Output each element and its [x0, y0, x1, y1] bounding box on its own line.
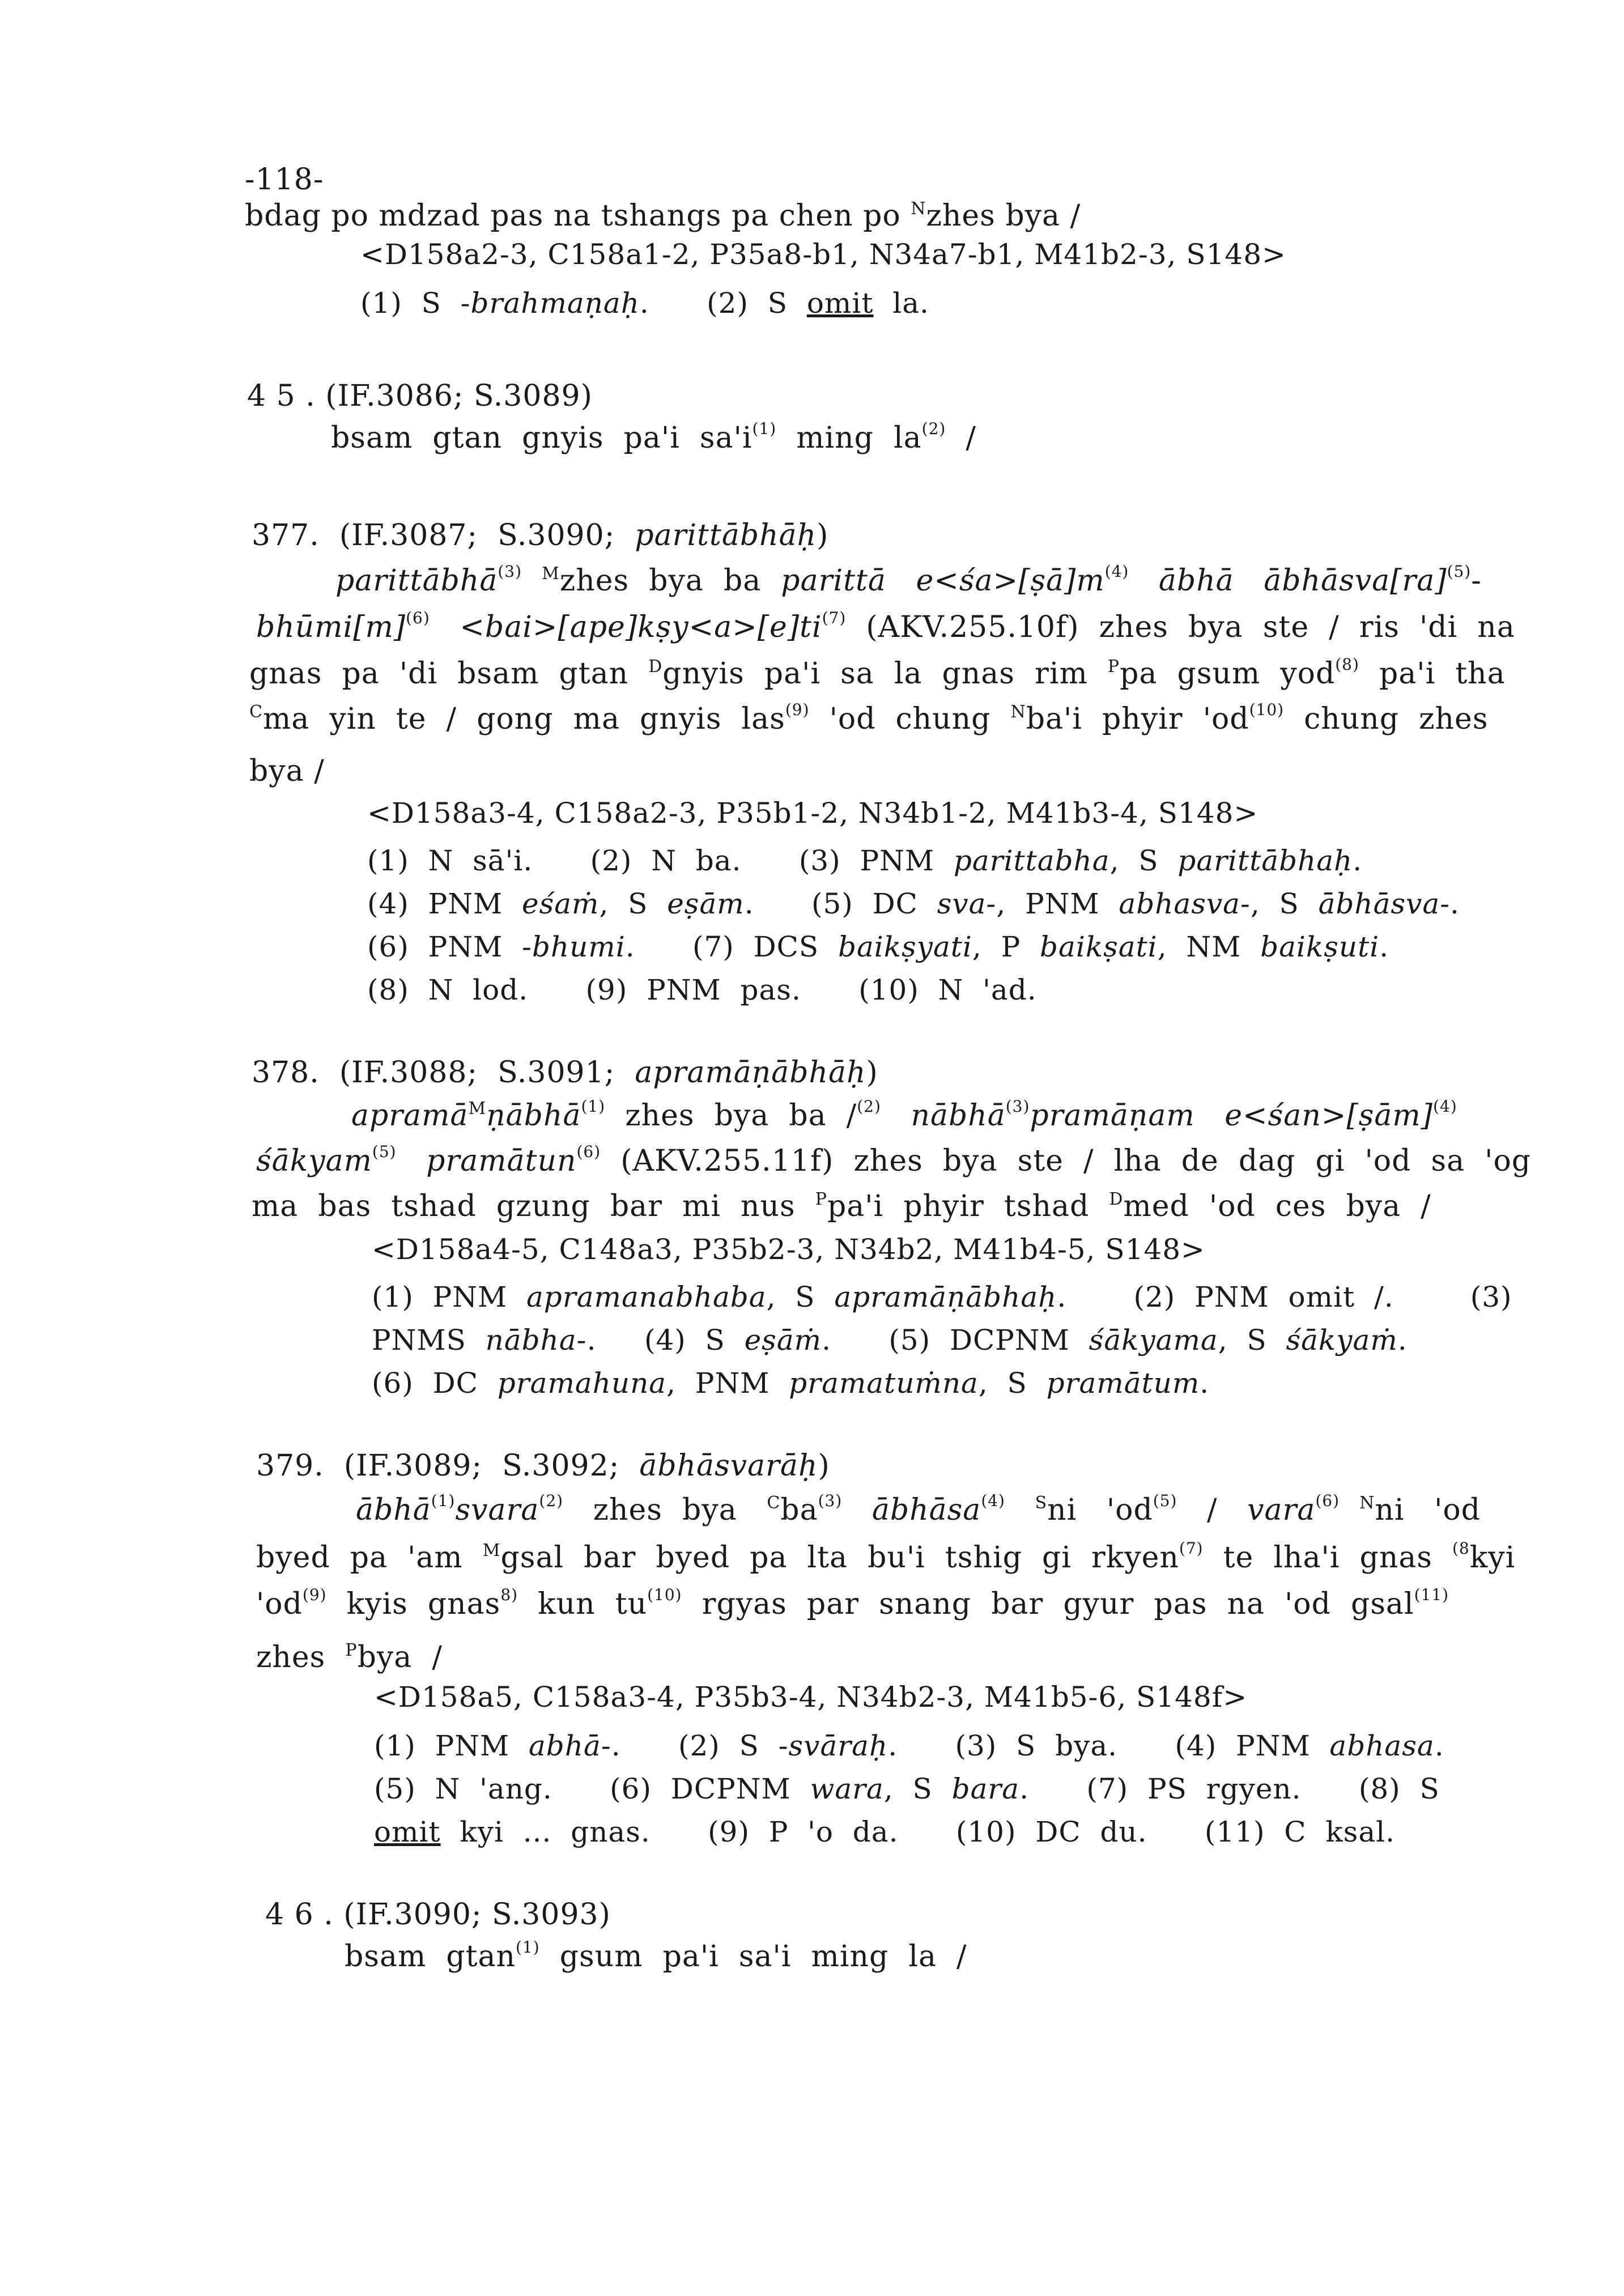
intro-notes: (1) S -brahmaṇaḥ. (2) S omit la. — [360, 287, 929, 320]
entry-378-refs: <D158a4-5, C148a3, P35b2-3, N34b2, M41b4-5, S148> — [372, 1233, 1205, 1266]
entry-379-refs: <D158a5, C158a3-4, P35b3-4, N34b2-3, M41b5-6, S148f> — [374, 1681, 1248, 1714]
intro-refs: <D158a2-3, C158a1-2, P35a8-b1, N34a7-b1, M41b2-3, S148> — [360, 238, 1286, 271]
entry-377-heading: 377. (IF.3087; S.3090; parittābhāḥ) — [252, 518, 829, 552]
entry-377-line-4: $^C$ma yin te / gong ma gnyis las$^{(9)}$ 'od chung $^N$ba'i phyir '$od^{(10)}$ chung zhes — [249, 700, 1489, 736]
entry-379-line-4: zhes $^P$bya / — [256, 1640, 443, 1674]
entry-377-note-3: (6) PNM -bhumi. (7) DCS baikṣyati, P baikṣati, NM baikṣuti. — [367, 930, 1389, 963]
entry-377-line-1: parittābhā$^{(3)}$ $^M$zhes bya ba parittā $e<śa>[ṣā]m^{(4)}$ ābhā ābhāsva[ra]$^{(5)}$- — [335, 562, 1482, 598]
section-45-heading: 4 5 . (IF.3086; S.3089) — [247, 379, 593, 413]
entry-377-line-2: $bhūmi[m]^{(6)}$ $<bai>[ape]kṣy<a>[e]ti^{(7)}$ (AKV.255.10f) zhes bya ste / ris 'di na — [256, 609, 1515, 644]
section-45-text: bsam gtan gnyis pa'i $sa'i^{(1)}$ ming $la^{(2)}$ / — [331, 419, 976, 455]
entry-379-line-3: '$od^{(9)}$ kyis gnas$^{8)}$ kun $tu^{(10)}$ rgyas par snang bar gyur pas na 'od gsal$^{(11)}$ — [256, 1585, 1449, 1621]
entry-377-note-4: (8) N lod. (9) PNM pas. (10) N 'ad. — [367, 973, 1037, 1006]
entry-379-note-2: (5) N 'ang. (6) DCPNM wara, S bara. (7) PS rgyen. (8) S — [374, 1772, 1440, 1805]
entry-379-note-3: omit kyi ... gnas. (9) P 'o da. (10) DC du. (11) C ksal. — [374, 1815, 1396, 1848]
entry-377-line-5: bya / — [249, 754, 325, 788]
entry-378-line-3: ma bas tshad gzung bar mi nus $^P$pa'i phyir tshad $^D$med 'od ces bya / — [252, 1189, 1431, 1223]
entry-379-line-1: ābhā$^{(1)}$svara$^{(2)}$ zhes bya $^Cba^{(3)}$ ābhāsa$^{(4)}$ $^S$ni '$od^{(5)}$ / vara$^{(6)}$ $^N$ni 'od — [356, 1491, 1481, 1527]
entry-377-refs: <D158a3-4, C158a2-3, P35b1-2, N34b1-2, M41b3-4, S148> — [367, 797, 1259, 830]
entry-377-note-1: (1) N sā'i. (2) N ba. (3) PNM parittabha, S parittābhaḥ. — [367, 844, 1363, 877]
entry-378-note-1: (1) PNM apramanabhaba, S apramāṇābhaḥ. (2) PNM omit /. (3) — [372, 1281, 1512, 1313]
entry-378-line-2: śākyam$^{(5)}$ pramātun$^{(6)}$ (AKV.255.11f) zhes bya ste / lha de dag gi 'od sa 'og — [256, 1142, 1532, 1178]
section-46-text: bsam gtan$^{(1)}$ gsum pa'i sa'i ming la / — [345, 1938, 967, 1974]
section-46-heading: 4 6 . (IF.3090; S.3093) — [265, 1898, 611, 1932]
entry-377-note-2: (4) PNM eśaṁ, S eṣām. (5) DC sva-, PNM abhasva-, S ābhāsva-. — [367, 887, 1460, 920]
entry-378-heading: 378. (IF.3088; S.3091; apramāṇābhāḥ) — [252, 1056, 878, 1090]
entry-378-note-2: PNMS nābha-. (4) S eṣāṁ. (5) DCPNM śākyama, S śākyaṁ. — [372, 1324, 1408, 1357]
entry-378-note-3: (6) DC pramahuna, PNM pramatuṁna, S pramātum. — [372, 1367, 1210, 1400]
entry-379-note-1: (1) PNM abhā-. (2) S -svāraḥ. (3) S bya. (4) PNM abhasa. — [374, 1729, 1444, 1762]
entry-379-heading: 379. (IF.3089; S.3092; ābhāsvarāḥ) — [256, 1449, 830, 1483]
intro-line: bdag po mdzad pas na tshangs pa chen po $^N$zhes bya / — [245, 199, 1081, 233]
page-number: -118- — [245, 163, 324, 197]
entry-377-line-3: gnas pa 'di bsam gtan $^D$gnyis pa'i sa la gnas rim $^P$pa gsum yod$^{(8)}$ pa'i tha — [249, 655, 1506, 691]
entry-378-line-1: apramā$^M$ṇābhā$^{(1)}$ zhes bya ba /$^{(2)}$ nābhā$^{(3)}$pramāṇam e<śan>[ṣām]$^{(4)}$ — [351, 1097, 1457, 1133]
entry-379-line-2: byed pa 'am $^M$gsal bar byed pa lta bu'i tshig gi rkyen$^{(7)}$ te lha'i gnas $^{(8}$kyi — [256, 1539, 1516, 1575]
